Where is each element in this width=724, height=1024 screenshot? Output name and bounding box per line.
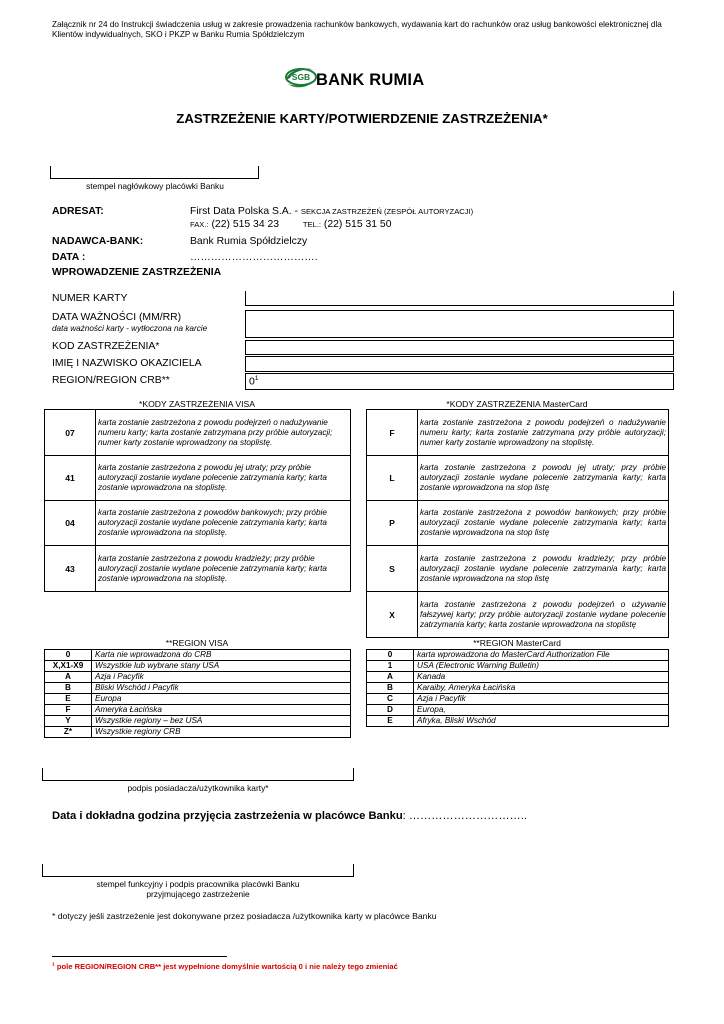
code-cell: 41 (45, 456, 96, 501)
table-row (367, 716, 669, 727)
nadawca-value: Bank Rumia Spółdzielczy (190, 236, 308, 247)
code-cell: 07 (45, 410, 96, 456)
region-code-cell: Y (45, 716, 92, 727)
region-code-cell: 0 (45, 650, 92, 661)
region-code-cell: B (367, 683, 414, 694)
holder-signature-box[interactable] (42, 768, 354, 781)
region-desc-cell: Kanada (414, 672, 669, 683)
desc-cell: karta zostanie zastrzeżona z powodu jej utraty; przy próbie autoryzacji zostanie wydane polecenie zatrzymania karty; karta zostanie wprowadzona na stoplistę. (96, 456, 351, 501)
desc-cell: karta zostanie zastrzeżona z powodu kradzieży; przy próbie autoryzacji zostanie wydane polecenie zatrzymania karty; karta zostanie wprowadzona na stoplistę. (96, 546, 351, 592)
label-numer-karty: NUMER KARTY (52, 293, 128, 304)
region-desc-cell: Europa (92, 694, 351, 705)
adresat-company-name: First Data Polska S.A. - (190, 206, 298, 217)
region-mc-table (366, 649, 669, 727)
visa-codes-title: *KODY ZASTRZEŻENIA VISA (139, 399, 255, 409)
region-mc-title: **REGION MasterCard (473, 638, 561, 648)
data-value[interactable]: ………………………………. (190, 252, 318, 263)
desc-cell: karta zostanie zastrzeżona z powodów bankowych; przy próbie autoryzacji zostanie wydane polecenie zatrzymania karty; karta zostanie wprowadzona na stop listę (418, 501, 669, 546)
code-cell: 43 (45, 546, 96, 592)
region-code-cell: E (367, 716, 414, 727)
region-visa-table (44, 649, 351, 738)
holder-signature-label: podpis posiadacza/użytkownika karty* (127, 783, 269, 793)
region-desc-cell: Bliski Wschód i Pacyfik (92, 683, 351, 694)
code-cell: L (367, 456, 418, 501)
input-data-waznosci[interactable] (245, 310, 674, 338)
table-row (367, 683, 669, 694)
region-desc-cell: USA (Electronic Warning Bulletin) (414, 661, 669, 672)
logo-name: BANK RUMIA (316, 71, 425, 89)
table-row (45, 672, 351, 683)
table-row (45, 661, 351, 672)
footnote-divider (52, 956, 227, 957)
table-row (367, 501, 669, 546)
region-code-cell: A (45, 672, 92, 683)
region-code-cell: 1 (367, 661, 414, 672)
table-row (367, 650, 669, 661)
region-code-cell: F (45, 705, 92, 716)
table-row (45, 501, 351, 546)
region-desc-cell: Karta nie wprowadzona do CRB (92, 650, 351, 661)
table-row (367, 410, 669, 456)
footnote-star: * dotyczy jeśli zastrzeżenie jest dokonywane przez posiadacza /użytkownika karty w placówce Banku (52, 911, 437, 921)
employee-stamp-label-1: stempel funkcyjny i podpis pracownika placówki Banku (96, 879, 300, 889)
logo-badge-text: SGB (291, 72, 311, 82)
label-imie: IMIĘ I NAZWISKO OKAZICIELA (52, 358, 202, 369)
nadawca-label: NADAWCA-BANK: (52, 236, 144, 247)
adresat-contact (190, 219, 391, 230)
adresat-label: ADRESAT: (52, 206, 104, 217)
table-row (367, 456, 669, 501)
input-region[interactable] (245, 373, 674, 390)
stamp-box[interactable] (50, 166, 259, 179)
employee-stamp-box[interactable] (42, 864, 354, 877)
region-code-cell: C (367, 694, 414, 705)
region-desc-cell: Ameryka Łacińska (92, 705, 351, 716)
region-code-cell: Z* (45, 727, 92, 738)
table-row (367, 592, 669, 638)
code-cell: S (367, 546, 418, 592)
input-kod[interactable] (245, 340, 674, 355)
input-numer-karty[interactable] (245, 291, 674, 306)
table-row (45, 650, 351, 661)
desc-cell: karta zostanie zastrzeżona z powodu kradzieży; przy próbie autoryzacji zostanie wydane polecenie zatrzymania karty; karta zostanie wprowadzona na stop listę (418, 546, 669, 592)
adresat-dept: SEKCJA ZASTRZEŻEŃ (ZESPÓŁ AUTORYZACJI) (300, 207, 474, 216)
region-value: $0^1$ (249, 375, 259, 388)
table-row (45, 716, 351, 727)
table-row (367, 546, 669, 592)
code-cell: X (367, 592, 418, 638)
desc-cell: karta zostanie zastrzeżona z powodu podejrzeń o używanie fałszywej karty; przy próbie autoryzacji zostanie wydane polecenie zatrzymania karty; karta zostanie wprowadzona na stoplistę (418, 592, 669, 638)
region-desc-cell: karta wprowadzona do MasterCard Authorization File (414, 650, 669, 661)
header-note: Załącznik nr 24 do Instrukcji świadczenia usług w zakresie prowadzenia rachunków bankowych, wydawania kart do rachunków oraz usług bankowości elektronicznej dla Klientów indywidualnych, SKO i PKZP w Banku Rumia Spółdzielczym (52, 20, 662, 39)
region-code-cell: D (367, 705, 414, 716)
region-desc-cell: Karaiby, Ameryka Łacińska (414, 683, 669, 694)
code-cell: F (367, 410, 418, 456)
footnote-1: $^1$ pole REGION/REGION CRB** jest wypełnione domyślnie wartością 0 i nie należy tego zmieniać (52, 962, 398, 971)
region-desc-cell: Europa, (414, 705, 669, 716)
input-imie[interactable] (245, 356, 674, 372)
table-row (45, 694, 351, 705)
section-wprowadzenie: WPROWADZENIE ZASTRZEŻENIA (52, 267, 222, 278)
region-desc-cell: Wszystkie regiony CRB (92, 727, 351, 738)
desc-cell: karta zostanie zastrzeżona z powodu podejrzeń o nadużywanie numeru karty; karta zostanie zatrzymana przy próbie autoryzacji; numer karty zostanie wprowadzony na stoplistę. (418, 410, 669, 456)
page-title: ZASTRZEŻENIE KARTY/POTWIERDZENIE ZASTRZEŻENIA* (176, 111, 548, 126)
region-code-cell: 0 (367, 650, 414, 661)
region-desc-cell: Wszystkie regiony – bez USA (92, 716, 351, 727)
tel-number: (22) 515 31 50 (323, 219, 392, 230)
bank-logo (282, 64, 442, 94)
label-region: REGION/REGION CRB** (52, 375, 170, 386)
table-row (45, 705, 351, 716)
table-row (45, 546, 351, 592)
table-row (45, 410, 351, 456)
table-row (45, 456, 351, 501)
region-visa-title: **REGION VISA (165, 638, 229, 648)
table-row (45, 683, 351, 694)
desc-cell: karta zostanie zastrzeżona z powodu podejrzeń o nadużywanie numeru karty; karta zostanie zatrzymana przy próbie autoryzacji; numer karty zostanie wprowadzony na stoplistę. (96, 410, 351, 456)
mc-codes-table (366, 409, 669, 638)
table-row (367, 705, 669, 716)
label-data-waznosci-sub: data ważności karty - wytłoczona na karcie (52, 324, 208, 333)
label-kod: KOD ZASTRZEŻENIA* (52, 341, 160, 352)
desc-cell: karta zostanie zastrzeżona z powodów bankowych; przy próbie autoryzacji zostanie wydane polecenie zatrzymania karty; karta zostanie wprowadzona na stoplistę. (96, 501, 351, 546)
mc-codes-title: *KODY ZASTRZEŻENIA MasterCard (446, 399, 588, 409)
region-code-cell: A (367, 672, 414, 683)
region-code-cell: X,X1-X9 (45, 661, 92, 672)
stamp-label: stempel nagłówkowy placówki Banku (86, 181, 224, 191)
sgb-badge-icon (282, 64, 320, 90)
region-code-cell: E (45, 694, 92, 705)
table-row (367, 661, 669, 672)
adresat-company (190, 206, 473, 217)
desc-cell: karta zostanie zastrzeżona z powodu jej utraty; przy próbie autoryzacji zostanie wydane polecenie zatrzymania karty; karta zostanie wprowadzona na stop listę (418, 456, 669, 501)
region-desc-cell: Afryka, Bliski Wschód (414, 716, 669, 727)
region-desc-cell: Wszystkie lub wybrane stany USA (92, 661, 351, 672)
code-cell: 04 (45, 501, 96, 546)
label-data-waznosci: DATA WAŻNOŚCI (MM/RR) (52, 312, 182, 323)
receipt-datetime-label: Data i dokładna godzina przyjęcia zastrzeżenia w placówce Banku (52, 810, 403, 822)
table-row (367, 672, 669, 683)
region-code-cell: B (45, 683, 92, 694)
tel-label: TEL.: (302, 220, 321, 229)
code-cell: P (367, 501, 418, 546)
receipt-datetime-value: : ………………………….. (402, 810, 527, 822)
receipt-datetime[interactable] (52, 810, 527, 822)
table-row (45, 727, 351, 738)
region-desc-cell: Azja i Pacyfik (92, 672, 351, 683)
fax-label: FAX.: (190, 220, 209, 229)
fax-number: (22) 515 34 23 (211, 219, 280, 230)
visa-codes-table (44, 409, 351, 592)
employee-stamp-label-2: przyjmującego zastrzeżenie (146, 889, 250, 899)
region-desc-cell: Azja i Pacyfik (414, 694, 669, 705)
data-label: DATA : (52, 252, 86, 263)
table-row (367, 694, 669, 705)
